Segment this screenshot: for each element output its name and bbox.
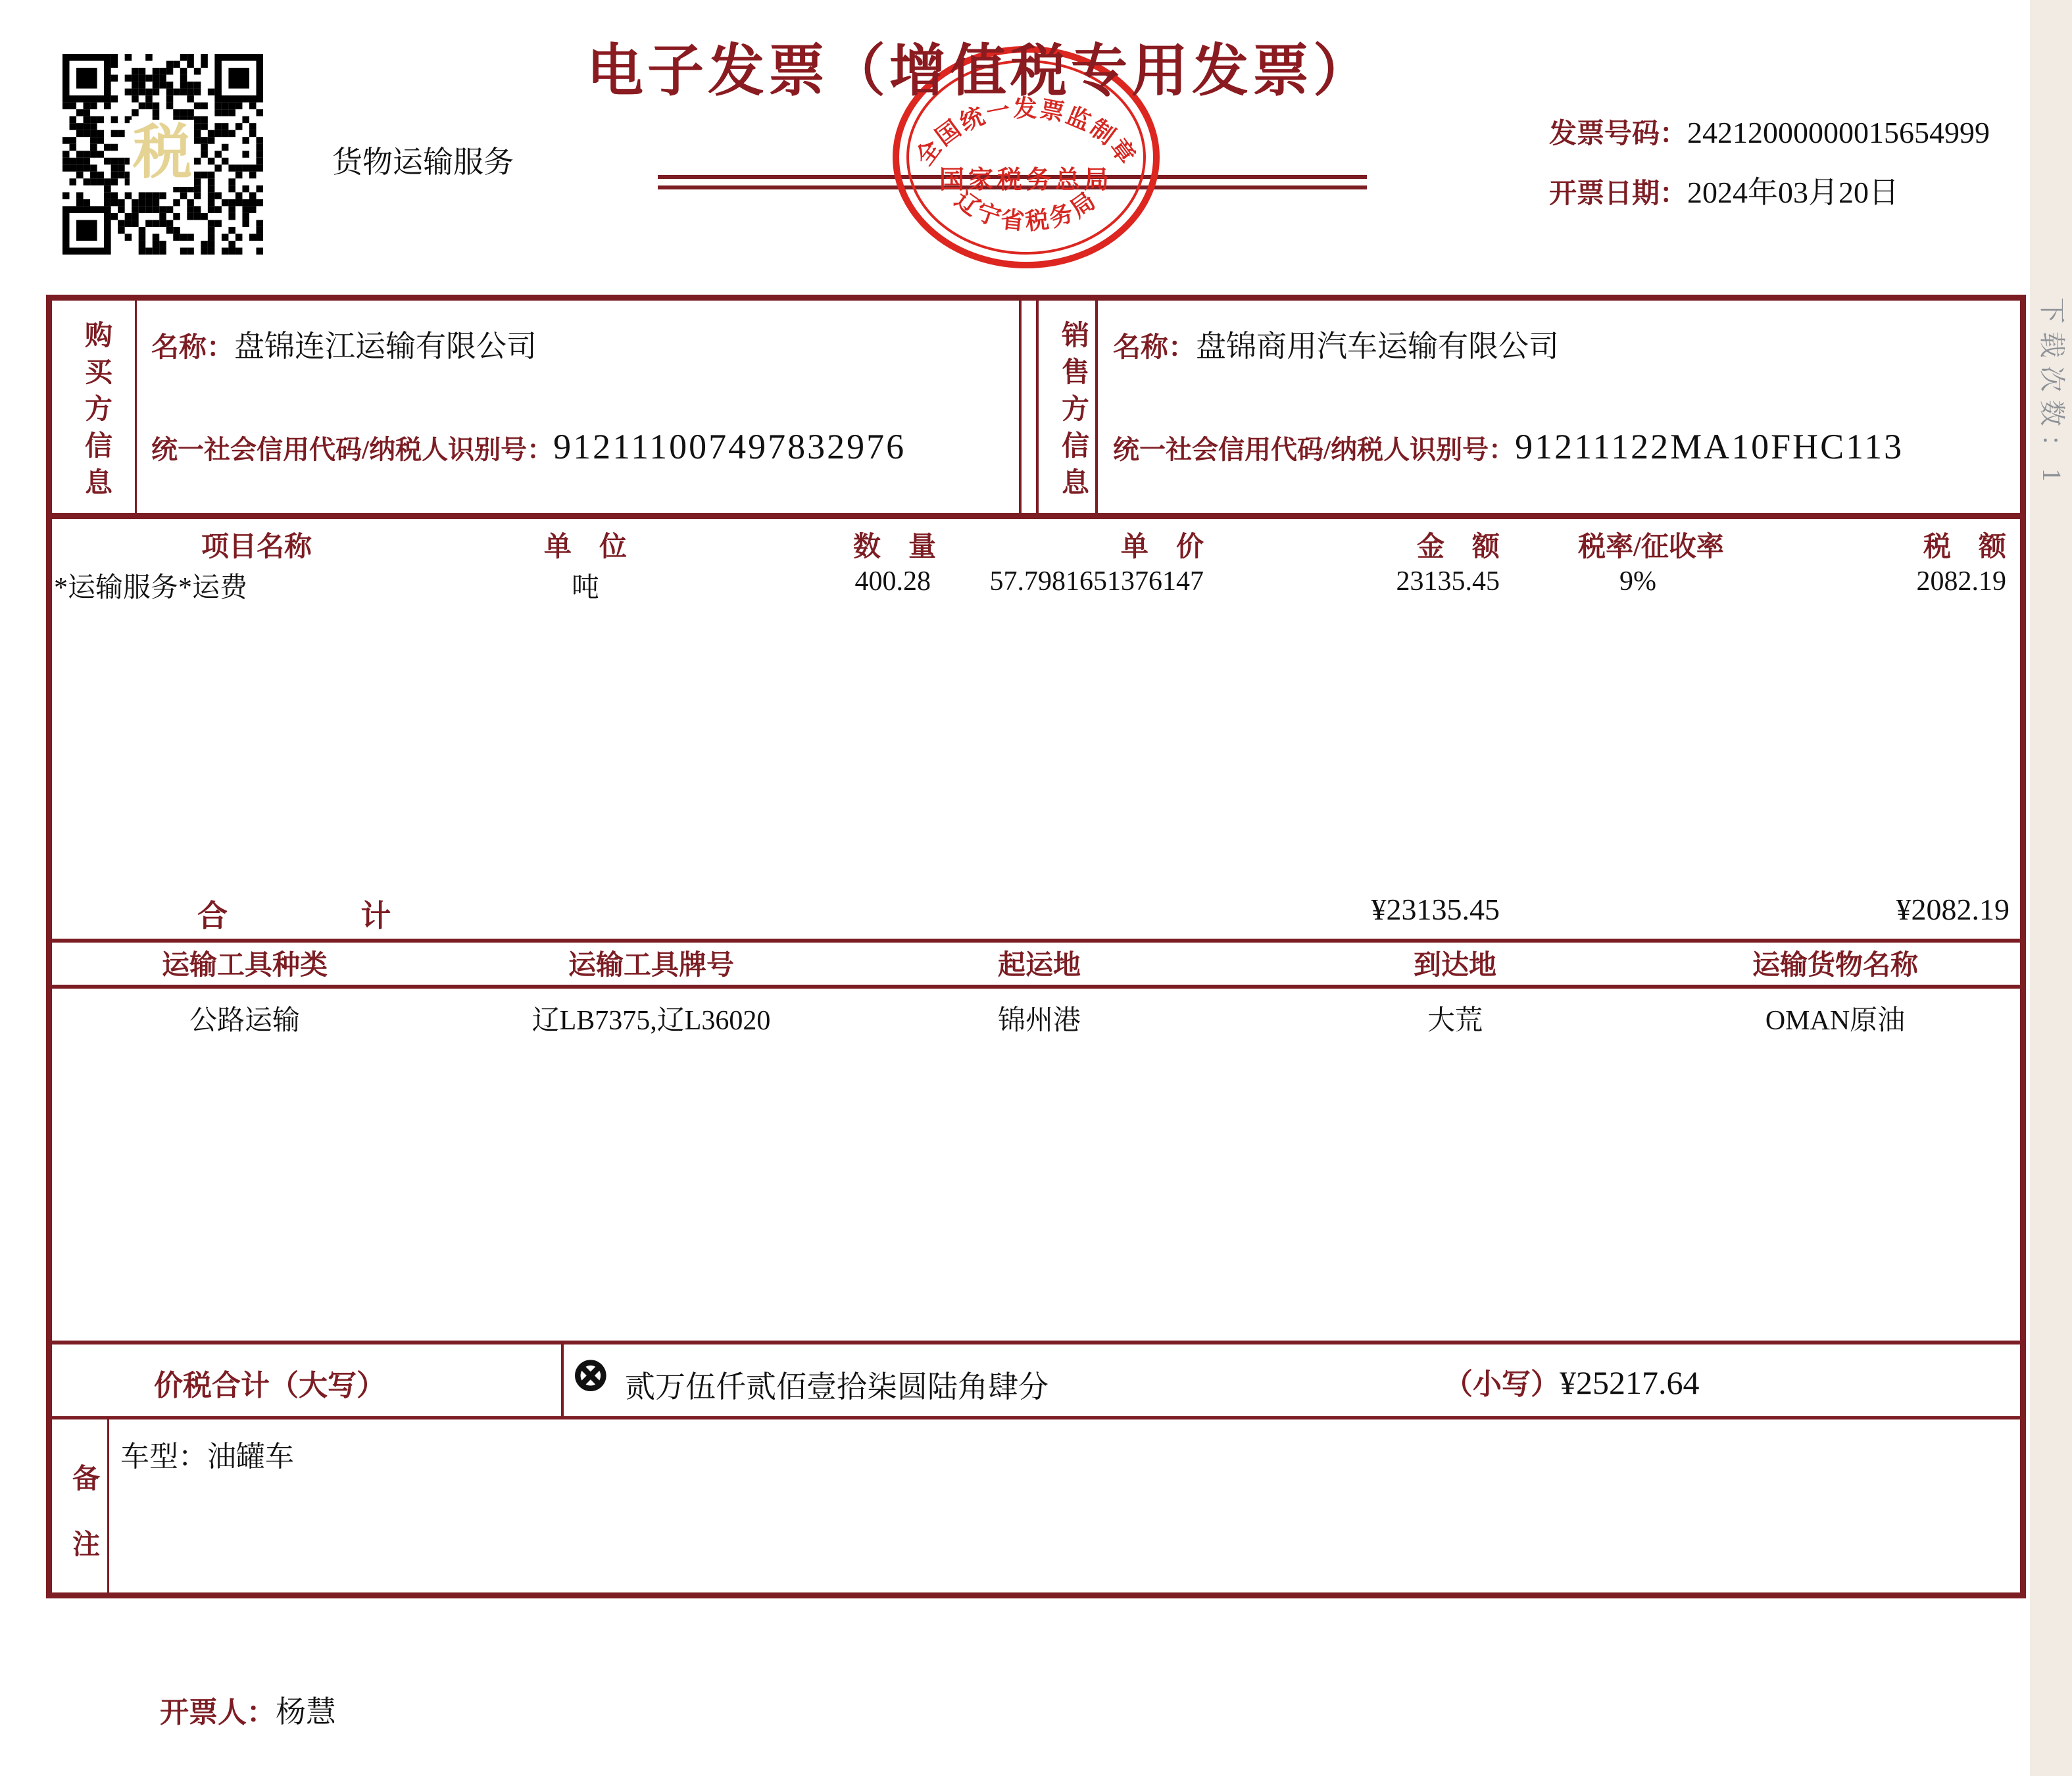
divider-summary-bottom bbox=[52, 1416, 2020, 1419]
items-total-label: 合计 bbox=[197, 899, 524, 933]
col-header-item-name: 项目名称 bbox=[201, 532, 312, 562]
invoice-title: 电子发票（增值税专用发票） bbox=[587, 39, 1373, 103]
remarks-content: 车型：油罐车 bbox=[120, 1441, 294, 1473]
qr-code bbox=[62, 54, 263, 255]
seller-name-line bbox=[1113, 322, 1559, 366]
service-type-label: 货物运输服务 bbox=[332, 145, 514, 179]
invoice-date-value: 2024年03月20日 bbox=[1687, 176, 1900, 209]
col-header-amount: 金 额 bbox=[1416, 532, 1500, 562]
buyer-taxid-label: 统一社会信用代码/纳税人识别号： bbox=[151, 435, 554, 464]
divider-parties-bottom bbox=[52, 513, 2020, 519]
divider-remarks-label bbox=[107, 1419, 109, 1592]
total-in-words-value: 贰万伍仟贰佰壹拾柒圆陆角肆分 bbox=[625, 1370, 1048, 1404]
item-unit-price: 57.7981651376147 bbox=[989, 566, 1204, 597]
col-header-quantity: 数 量 bbox=[852, 532, 936, 562]
stamp-bottom-text: 辽宁省税务局 bbox=[950, 185, 1102, 235]
transport-header-destination: 到达地 bbox=[1413, 950, 1496, 981]
transport-destination: 大荒 bbox=[1427, 1006, 1483, 1036]
seller-name-label: 名称： bbox=[1113, 333, 1196, 363]
divider-items-bottom bbox=[52, 939, 2020, 943]
col-header-tax-rate: 税率/征收率 bbox=[1578, 532, 1724, 562]
invoice-number-label: 发票号码： bbox=[1549, 119, 1688, 149]
total-numeric-line bbox=[1444, 1360, 1700, 1402]
transport-origin: 锦州港 bbox=[997, 1006, 1081, 1036]
transport-plate-no: 辽LB7375,辽L36020 bbox=[531, 1006, 771, 1036]
item-name: *运输服务*运费 bbox=[54, 573, 248, 603]
right-edge-strip bbox=[2030, 0, 2072, 1776]
transport-header-vehicle-type: 运输工具种类 bbox=[161, 950, 328, 981]
seller-name-value: 盘锦商用汽车运输有限公司 bbox=[1196, 330, 1560, 363]
stamp-top-text: 全国统一发票监制章 bbox=[910, 95, 1142, 170]
seller-taxid-line bbox=[1113, 426, 1904, 467]
divider-summary-cell bbox=[561, 1344, 564, 1416]
download-count-note: 下载次数：1 bbox=[2037, 297, 2067, 489]
items-total-amount: ¥23135.45 bbox=[1371, 893, 1500, 926]
item-tax-rate: 9% bbox=[1619, 566, 1656, 597]
stamp-middle-text: 国家税务总局 bbox=[939, 166, 1114, 194]
divider-transport-header-bottom bbox=[52, 985, 2020, 989]
item-amount: 23135.45 bbox=[1396, 566, 1500, 597]
invoice-date-line bbox=[1549, 168, 1899, 212]
transport-vehicle-type: 公路运输 bbox=[189, 1006, 300, 1036]
buyer-name-label: 名称： bbox=[151, 333, 235, 363]
items-total-tax: ¥2082.19 bbox=[1896, 893, 2010, 926]
divider-seller-label bbox=[1095, 301, 1098, 513]
issuer-line bbox=[160, 1688, 336, 1731]
remarks-section-label: 备注 bbox=[68, 1464, 99, 1595]
buyer-name-line bbox=[151, 322, 537, 366]
issuer-name: 杨慧 bbox=[276, 1695, 336, 1729]
total-numeric-value: ¥25217.64 bbox=[1560, 1364, 1700, 1401]
invoice-number-line bbox=[1549, 112, 1990, 151]
transport-header-origin: 起运地 bbox=[997, 950, 1081, 981]
seller-section-label: 销售方信息 bbox=[1058, 320, 1088, 505]
seller-taxid-value: 91211122MA10FHC113 bbox=[1515, 427, 1904, 466]
col-header-unit-price: 单 价 bbox=[1120, 532, 1204, 562]
col-header-unit: 单 位 bbox=[543, 532, 627, 562]
buyer-name-value: 盘锦连江运输有限公司 bbox=[234, 330, 537, 363]
transport-cargo-name: OMAN原油 bbox=[1765, 1006, 1906, 1036]
transport-header-cargo-name: 运输货物名称 bbox=[1752, 950, 1918, 981]
item-tax: 2082.19 bbox=[1916, 566, 2006, 597]
total-in-words-label: 价税合计（大写） bbox=[154, 1369, 385, 1402]
transport-header-plate-no: 运输工具牌号 bbox=[568, 950, 734, 981]
invoice-number-value: 24212000000015654999 bbox=[1687, 116, 1990, 149]
buyer-taxid-value: 912111007497832976 bbox=[553, 427, 906, 466]
invoice-date-label: 开票日期： bbox=[1549, 179, 1688, 209]
issuer-label: 开票人： bbox=[160, 1696, 276, 1729]
divider-buyer-right bbox=[1019, 301, 1022, 513]
total-numeric-label: （小写） bbox=[1444, 1368, 1560, 1400]
divider-buyer-label bbox=[135, 301, 137, 513]
divider-summary-top bbox=[52, 1341, 2020, 1344]
qr-tax-glyph: 税 bbox=[133, 120, 192, 185]
circled-x-mark: ⊗ bbox=[570, 1347, 612, 1402]
divider-seller-left bbox=[1036, 301, 1039, 513]
item-unit: 吨 bbox=[571, 573, 599, 603]
seller-taxid-label: 统一社会信用代码/纳税人识别号： bbox=[1113, 435, 1516, 464]
item-quantity: 400.28 bbox=[854, 566, 931, 597]
col-header-tax: 税 额 bbox=[1923, 532, 2006, 562]
buyer-taxid-line bbox=[151, 426, 906, 467]
buyer-section-label: 购买方信息 bbox=[81, 320, 111, 505]
